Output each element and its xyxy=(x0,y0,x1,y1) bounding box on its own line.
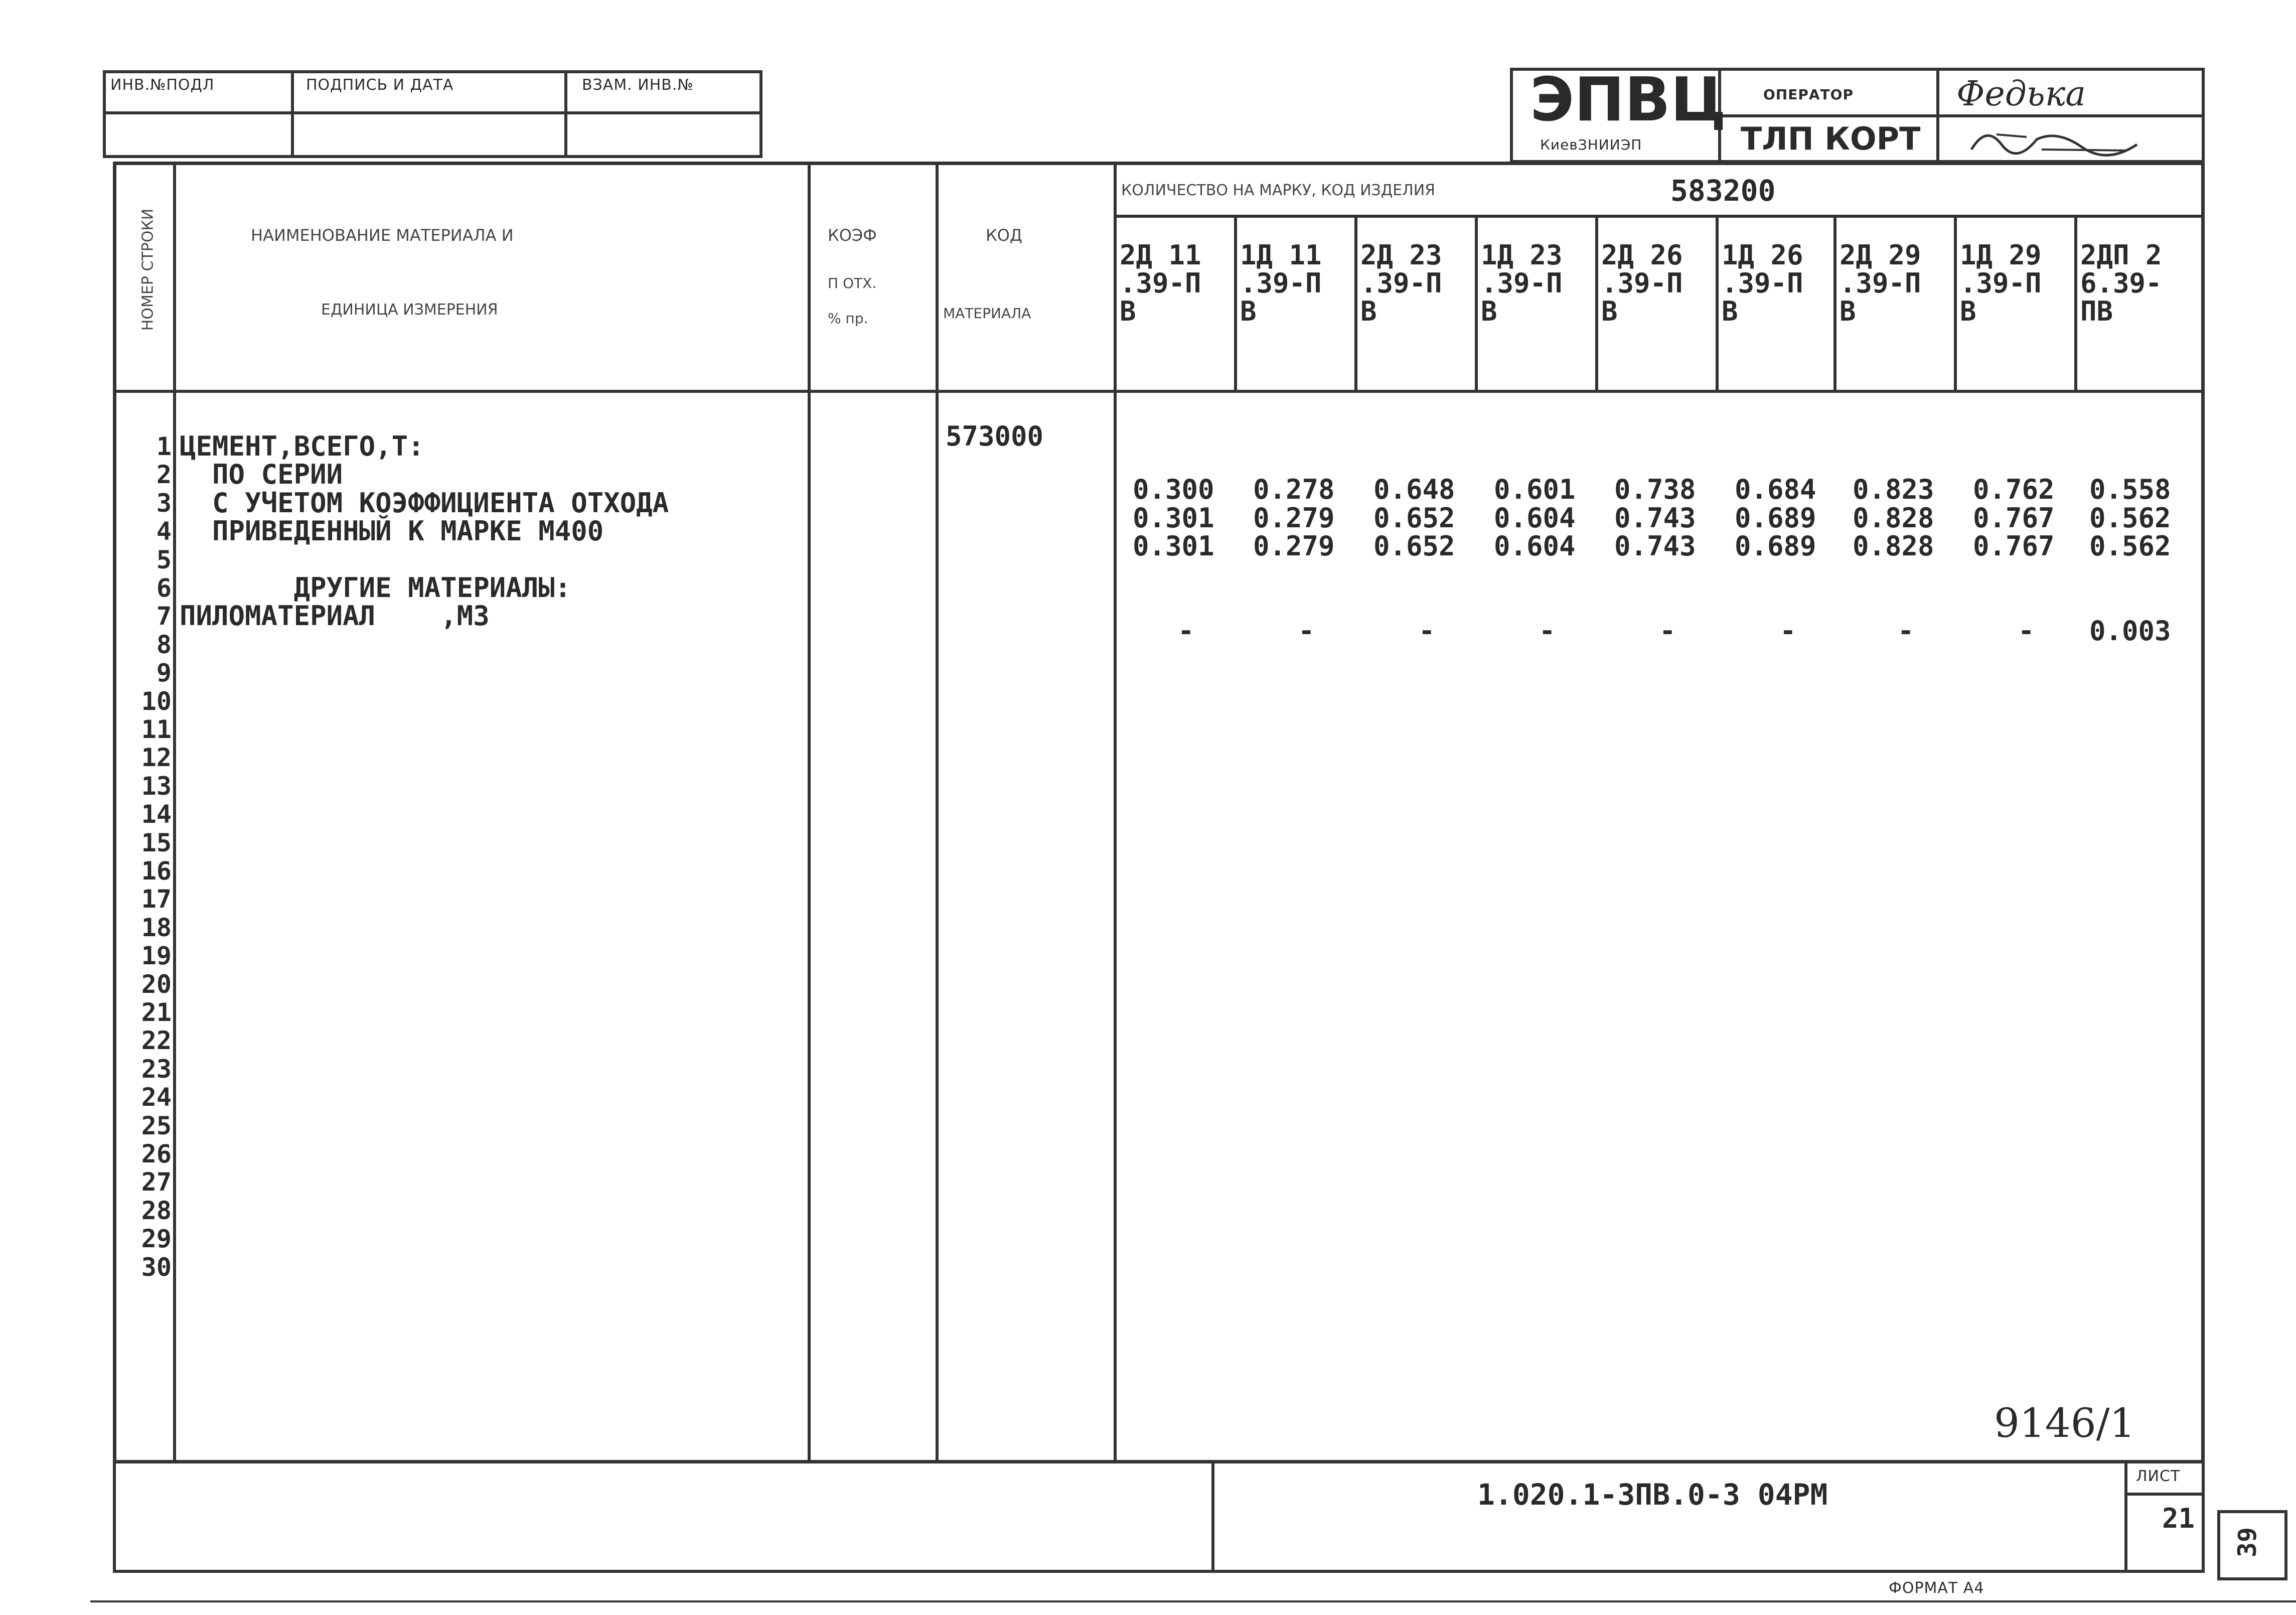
material-name: ПО СЕРИИ xyxy=(180,459,343,491)
row-number: 20 xyxy=(141,969,172,999)
quantity-value: 0.604 xyxy=(1494,502,1576,534)
quantity-value: 0.301 xyxy=(1133,502,1214,534)
col-divider xyxy=(936,162,939,1463)
row-number: 30 xyxy=(141,1252,172,1282)
quantity-value: 0.562 xyxy=(2089,502,2171,534)
sign-date-label: ПОДПИСЬ И ДАТА xyxy=(306,76,454,94)
product-column-header: В xyxy=(1840,296,1856,327)
sheet-number: 21 xyxy=(2162,1503,2195,1534)
col-divider xyxy=(1114,162,1117,1463)
main-table xyxy=(113,162,2205,1463)
quantity-value: 0.689 xyxy=(1735,502,1816,534)
product-column-header: 2Д 29 xyxy=(1840,239,1921,271)
quantity-value: 0.743 xyxy=(1614,502,1696,534)
row-number: 25 xyxy=(141,1111,172,1140)
qty-divider xyxy=(1114,215,2205,218)
quantity-value: 0.652 xyxy=(1373,530,1455,562)
col-divider xyxy=(173,162,176,1463)
quantity-value: 0.767 xyxy=(1973,502,2055,534)
row-number: 18 xyxy=(141,913,172,942)
product-column-header: В xyxy=(1240,296,1257,327)
quantity-value: 0.279 xyxy=(1253,502,1335,534)
quantity-value: 0.767 xyxy=(1973,530,2055,562)
code-header-line2: МАТЕРИАЛА xyxy=(943,305,1031,322)
product-column-header: .39-П xyxy=(1481,267,1563,299)
row-number: 23 xyxy=(141,1054,172,1084)
signature-scribble xyxy=(1966,119,2147,160)
quantity-value: - xyxy=(2018,615,2035,647)
divider xyxy=(564,70,567,158)
quantity-value: - xyxy=(1178,615,1194,647)
row-number: 15 xyxy=(141,828,172,857)
material-code: 573000 xyxy=(946,420,1044,452)
product-code: 583200 xyxy=(1670,174,1776,208)
product-column-header: .39-П xyxy=(1722,267,1803,299)
side-number: 39 xyxy=(2233,1527,2262,1558)
row-number: 8 xyxy=(156,630,172,659)
quantity-value: 0.689 xyxy=(1735,530,1816,562)
doc-code: 1.020.1-3ПВ.0-3 04РМ xyxy=(1477,1478,1828,1512)
qty-header: КОЛИЧЕСТВО НА МАРКУ, КОД ИЗДЕЛИЯ xyxy=(1121,182,1436,199)
divider xyxy=(2124,1493,2205,1496)
handwritten-number: 9146/1 xyxy=(1994,1400,2135,1446)
coef-header-line1: КОЭФ xyxy=(828,226,877,245)
row-number: 22 xyxy=(141,1026,172,1056)
product-column-header: В xyxy=(1481,296,1497,327)
coef-header-line3: % пр. xyxy=(828,310,868,327)
stamp-org-small: КиевЗНИИЭП xyxy=(1540,136,1642,153)
quantity-value: 0.648 xyxy=(1373,474,1455,506)
bottom-line xyxy=(90,1600,2296,1602)
quantity-value: 0.738 xyxy=(1614,474,1696,506)
product-column-header: .39-П xyxy=(1840,267,1921,299)
quantity-value: 0.604 xyxy=(1494,530,1576,562)
product-column-header: 1Д 29 xyxy=(1960,239,2042,271)
quantity-value: - xyxy=(1539,615,1556,647)
material-name: ЦЕМЕНТ,ВСЕГО,Т: xyxy=(180,430,424,462)
row-number: 29 xyxy=(141,1224,172,1254)
product-column-header: В xyxy=(1960,296,1976,327)
quantity-value: 0.558 xyxy=(2089,474,2171,506)
product-column-header: .39-П xyxy=(1240,267,1322,299)
divider xyxy=(1936,114,2205,117)
row-number: 26 xyxy=(141,1139,172,1168)
row-number: 2 xyxy=(156,460,172,490)
row-number: 5 xyxy=(156,545,172,574)
quantity-value: 0.743 xyxy=(1614,530,1696,562)
product-column-header: В xyxy=(1360,296,1377,327)
product-column-header: .39-П xyxy=(1960,267,2042,299)
product-col-divider xyxy=(1234,215,1237,390)
quantity-value: - xyxy=(1898,615,1914,647)
row-number: 3 xyxy=(156,488,172,518)
name-header-line1: НАИМЕНОВАНИЕ МАТЕРИАЛА И xyxy=(251,226,514,245)
row-number-header: НОМЕР СТРОКИ xyxy=(139,208,157,331)
material-name: ПРИВЕДЕННЫЙ К МАРКЕ М400 xyxy=(180,515,604,547)
row-number: 28 xyxy=(141,1196,172,1225)
material-name: ДРУГИЕ МАТЕРИАЛЫ: xyxy=(180,572,571,604)
quantity-value: - xyxy=(1298,615,1315,647)
row-number: 6 xyxy=(156,573,172,603)
product-column-header: ПВ xyxy=(2080,296,2113,327)
operator-label: ОПЕРАТОР xyxy=(1763,86,1854,103)
product-col-divider xyxy=(1833,215,1836,390)
quantity-value: - xyxy=(1659,615,1676,647)
name-header-line2: ЕДИНИЦА ИЗМЕРЕНИЯ xyxy=(321,301,498,319)
quantity-value: 0.823 xyxy=(1853,474,1934,506)
row-number: 13 xyxy=(141,771,172,801)
product-col-divider xyxy=(2074,215,2077,390)
product-column-header: 1Д 11 xyxy=(1240,239,1322,271)
code-header-line1: КОД xyxy=(986,226,1022,245)
material-name: ПИЛОМАТЕРИАЛ ,М3 xyxy=(180,600,490,632)
quantity-value: 0.003 xyxy=(2089,615,2171,647)
product-column-header: .39-П xyxy=(1360,267,1442,299)
row-number: 16 xyxy=(141,856,172,886)
format-label: ФОРМАТ А4 xyxy=(1889,1579,1984,1597)
divider xyxy=(1718,114,1936,117)
row-number: 9 xyxy=(156,658,172,688)
product-column-header: 1Д 26 xyxy=(1722,239,1803,271)
quantity-value: 0.601 xyxy=(1494,474,1576,506)
quantity-value: 0.684 xyxy=(1735,474,1816,506)
row-number: 27 xyxy=(141,1167,172,1197)
row-number: 21 xyxy=(141,998,172,1027)
quantity-value: - xyxy=(1419,615,1435,647)
product-col-divider xyxy=(1595,215,1598,390)
row-number: 12 xyxy=(141,743,172,773)
row-number: 14 xyxy=(141,800,172,829)
product-column-header: 6.39- xyxy=(2080,267,2162,299)
material-name: С УЧЕТОМ КОЭФФИЦИЕНТА ОТХОДА xyxy=(180,487,669,519)
product-column-header: 2Д 11 xyxy=(1120,239,1201,271)
quantity-value: 0.828 xyxy=(1853,530,1934,562)
sheet-label: ЛИСТ xyxy=(2136,1467,2181,1485)
product-column-header: 2Д 26 xyxy=(1601,239,1683,271)
product-column-header: В xyxy=(1120,296,1136,327)
product-column-header: .39-П xyxy=(1601,267,1683,299)
quantity-value: - xyxy=(1780,615,1796,647)
quantity-value: 0.300 xyxy=(1133,474,1214,506)
footer-block xyxy=(113,1460,2205,1573)
quantity-value: 0.279 xyxy=(1253,530,1335,562)
divider xyxy=(1211,1460,1214,1573)
divider xyxy=(2124,1460,2127,1573)
header-divider xyxy=(113,390,2205,393)
product-column-header: 1Д 23 xyxy=(1481,239,1563,271)
product-col-divider xyxy=(1954,215,1957,390)
product-col-divider xyxy=(1716,215,1719,390)
quantity-value: 0.562 xyxy=(2089,530,2171,562)
product-col-divider xyxy=(1354,215,1357,390)
quantity-value: 0.652 xyxy=(1373,502,1455,534)
quantity-value: 0.762 xyxy=(1973,474,2055,506)
divider xyxy=(103,111,762,114)
product-column-header: 2ДП 2 xyxy=(2080,239,2162,271)
row-number: 24 xyxy=(141,1083,172,1112)
row-number: 19 xyxy=(141,941,172,971)
row-number: 4 xyxy=(156,517,172,546)
row-number: 1 xyxy=(156,432,172,461)
product-column-header: 2Д 23 xyxy=(1360,239,1442,271)
row-number: 11 xyxy=(141,715,172,744)
product-column-header: В xyxy=(1601,296,1618,327)
operator-value: ТЛП КОРТ xyxy=(1741,120,1921,157)
product-col-divider xyxy=(1475,215,1478,390)
coef-header-line2: П ОТХ. xyxy=(828,275,877,291)
product-column-header: .39-П xyxy=(1120,267,1201,299)
quantity-value: 0.278 xyxy=(1253,474,1335,506)
vzam-label: ВЗАМ. ИНВ.№ xyxy=(582,76,694,94)
quantity-value: 0.828 xyxy=(1853,502,1934,534)
row-number: 17 xyxy=(141,885,172,914)
col-divider xyxy=(808,162,811,1463)
row-number: 7 xyxy=(156,602,172,631)
inv-label: ИНВ.№ПОДЛ xyxy=(110,76,215,94)
divider xyxy=(291,70,294,158)
quantity-value: 0.301 xyxy=(1133,530,1214,562)
product-column-header: В xyxy=(1722,296,1738,327)
handwritten-name: Федька xyxy=(1956,74,2086,114)
row-number: 10 xyxy=(141,686,172,716)
stamp-org-big: ЭПВЦ xyxy=(1530,65,1727,135)
